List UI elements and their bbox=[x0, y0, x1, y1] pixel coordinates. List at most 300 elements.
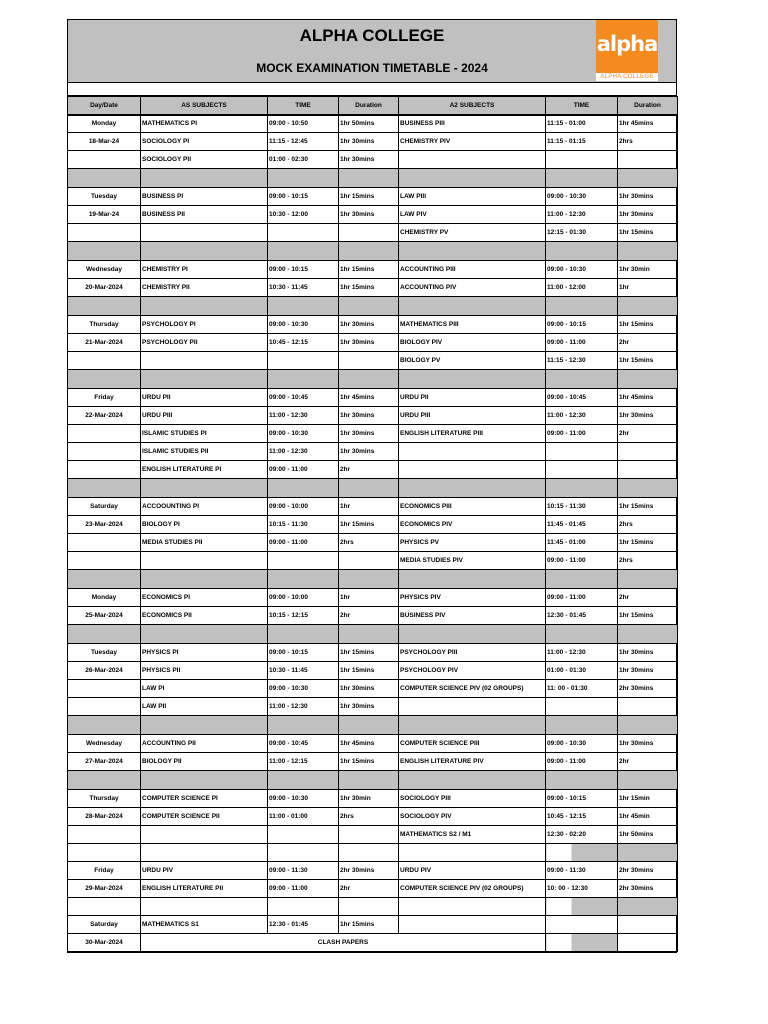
day-date-cell: Friday bbox=[68, 862, 141, 880]
as-subject-cell: ENGLISH LITERATURE PII bbox=[141, 880, 268, 898]
as-subject-cell: ISLAMIC STUDIES PII bbox=[141, 443, 268, 461]
as-subject-cell: ACCOUNTING PII bbox=[141, 735, 268, 753]
blank-cell bbox=[339, 898, 399, 916]
as-duration-cell: 1hr 30mins bbox=[339, 443, 399, 461]
blank-row bbox=[68, 898, 678, 916]
a2-duration-cell: 1hr 30mins bbox=[618, 644, 678, 662]
day-date-cell bbox=[68, 443, 141, 461]
a2-subject-cell: BUSINESS PIII bbox=[399, 115, 546, 133]
timetable-row bbox=[68, 206, 678, 224]
as-duration-cell: 1hr 30mins bbox=[339, 680, 399, 698]
a2-subject-cell: MATHEMATICS PIII bbox=[399, 316, 546, 334]
day-date-cell bbox=[68, 552, 141, 570]
timetable-row bbox=[68, 316, 678, 334]
separator-cell bbox=[546, 297, 618, 316]
timetable-row bbox=[68, 826, 678, 844]
separator-cell bbox=[68, 370, 141, 389]
separator-cell bbox=[399, 297, 546, 316]
as-duration-cell: 1hr 30mins bbox=[339, 206, 399, 224]
as-time-cell: 09:00 - 11:00 bbox=[268, 461, 339, 479]
col-header-a2-duration: Duration bbox=[618, 97, 678, 115]
as-time-cell: 09:00 - 10:30 bbox=[268, 425, 339, 443]
day-date-cell: 19-Mar-24 bbox=[68, 206, 141, 224]
clash-papers-label: CLASH PAPERS bbox=[141, 934, 546, 952]
a2-time-cell: 12:15 - 01:30 bbox=[546, 224, 618, 242]
timetable-row bbox=[68, 916, 678, 934]
blank-cell bbox=[618, 898, 678, 916]
separator-cell bbox=[141, 716, 268, 735]
a2-duration-cell bbox=[618, 698, 678, 716]
blank-row bbox=[68, 844, 678, 862]
as-time-cell: 01:00 - 02:30 bbox=[268, 151, 339, 169]
timetable-sheet bbox=[67, 19, 677, 953]
as-duration-cell: 1hr 45mins bbox=[339, 735, 399, 753]
as-time-cell bbox=[268, 826, 339, 844]
separator-cell bbox=[399, 242, 546, 261]
separator-cell bbox=[268, 297, 339, 316]
separator-cell bbox=[618, 370, 678, 389]
a2-time-cell: 11:00 - 12:30 bbox=[546, 644, 618, 662]
as-time-cell: 10:45 - 12:15 bbox=[268, 334, 339, 352]
separator-cell bbox=[618, 716, 678, 735]
timetable-body bbox=[68, 115, 678, 952]
as-duration-cell: 1hr 50mins bbox=[339, 115, 399, 133]
separator-cell bbox=[618, 169, 678, 188]
day-date-cell bbox=[68, 224, 141, 242]
column-header-row bbox=[68, 97, 678, 115]
a2-duration-cell: 1hr 15mins bbox=[618, 224, 678, 242]
as-duration-cell: 1hr 30mins bbox=[339, 151, 399, 169]
timetable-row bbox=[68, 443, 678, 461]
day-date-cell bbox=[68, 534, 141, 552]
a2-duration-cell: 2hr 30mins bbox=[618, 680, 678, 698]
a2-duration-cell: 1hr 30min bbox=[618, 261, 678, 279]
a2-subject-cell bbox=[399, 698, 546, 716]
separator-row bbox=[68, 370, 678, 389]
separator-cell bbox=[399, 716, 546, 735]
day-date-cell: 21-Mar-2024 bbox=[68, 334, 141, 352]
a2-subject-cell: URDU PIV bbox=[399, 862, 546, 880]
separator-cell bbox=[141, 771, 268, 790]
a2-duration-cell: 2hr bbox=[618, 425, 678, 443]
a2-duration-cell: 2hr bbox=[618, 334, 678, 352]
a2-duration-cell: 2hr bbox=[618, 589, 678, 607]
as-subject-cell: URDU PIV bbox=[141, 862, 268, 880]
as-subject-cell: CHEMISTRY PII bbox=[141, 279, 268, 297]
as-time-cell: 10:30 - 12:00 bbox=[268, 206, 339, 224]
as-time-cell: 09:00 - 10:45 bbox=[268, 389, 339, 407]
a2-time-cell: 11:45 - 01:45 bbox=[546, 516, 618, 534]
as-subject-cell bbox=[141, 224, 268, 242]
separator-cell bbox=[618, 242, 678, 261]
a2-time-cell: 11: 00 - 01:30 bbox=[546, 680, 618, 698]
timetable-row bbox=[68, 461, 678, 479]
as-duration-cell: 1hr bbox=[339, 589, 399, 607]
a2-subject-cell: BUSINESS PIV bbox=[399, 607, 546, 625]
a2-subject-cell bbox=[399, 461, 546, 479]
a2-subject-cell: COMPUTER SCIENCE PIV (02 GROUPS) bbox=[399, 680, 546, 698]
a2-duration-cell: 1hr 45mins bbox=[618, 115, 678, 133]
a2-subject-cell: ECONOMICS PIII bbox=[399, 498, 546, 516]
a2-time-cell bbox=[546, 443, 618, 461]
day-date-cell bbox=[68, 826, 141, 844]
timetable-row bbox=[68, 680, 678, 698]
a2-subject-cell bbox=[399, 916, 546, 934]
separator-cell bbox=[399, 570, 546, 589]
logo-caption: ALPHA COLLEGE bbox=[596, 73, 658, 81]
day-date-cell bbox=[68, 425, 141, 443]
a2-duration-cell: 1hr 30mins bbox=[618, 407, 678, 425]
a2-time-cell: 01:00 - 01:30 bbox=[546, 662, 618, 680]
blank-cell bbox=[141, 844, 268, 862]
as-time-cell: 09:00 - 10:50 bbox=[268, 115, 339, 133]
a2-time-cell: 11:15 - 01:00 bbox=[546, 115, 618, 133]
as-duration-cell: 1hr 15mins bbox=[339, 261, 399, 279]
as-time-cell: 11:00 - 12:30 bbox=[268, 443, 339, 461]
as-time-cell: 09:00 - 10:00 bbox=[268, 589, 339, 607]
a2-time-cell: 09:00 - 10:15 bbox=[546, 316, 618, 334]
as-time-cell: 10:30 - 11:45 bbox=[268, 662, 339, 680]
a2-duration-cell: 1hr 45mins bbox=[618, 389, 678, 407]
a2-subject-cell bbox=[399, 443, 546, 461]
separator-row bbox=[68, 242, 678, 261]
separator-cell bbox=[546, 370, 618, 389]
blank-cell bbox=[268, 898, 339, 916]
separator-cell bbox=[68, 570, 141, 589]
separator-cell bbox=[268, 771, 339, 790]
as-duration-cell: 1hr 15mins bbox=[339, 753, 399, 771]
separator-cell bbox=[68, 771, 141, 790]
timetable-header bbox=[68, 20, 676, 83]
day-date-cell: 20-Mar-2024 bbox=[68, 279, 141, 297]
a2-duration-cell: 1hr 30mins bbox=[618, 735, 678, 753]
a2-time-cell: 09:00 - 10:30 bbox=[546, 261, 618, 279]
as-duration-cell: 2hr bbox=[339, 461, 399, 479]
separator-cell bbox=[618, 297, 678, 316]
separator-row bbox=[68, 625, 678, 644]
a2-time-cell: 10:45 - 12:15 bbox=[546, 808, 618, 826]
day-date-cell: Wednesday bbox=[68, 735, 141, 753]
a2-time-cell: 09:00 - 11:00 bbox=[546, 753, 618, 771]
separator-cell bbox=[546, 242, 618, 261]
day-date-cell: 29-Mar-2024 bbox=[68, 880, 141, 898]
day-date-cell bbox=[68, 352, 141, 370]
a2-subject-cell: COMPUTER SCIENCE PIII bbox=[399, 735, 546, 753]
as-subject-cell bbox=[141, 352, 268, 370]
as-subject-cell: MATHEMATICS PI bbox=[141, 115, 268, 133]
day-date-cell: 27-Mar-2024 bbox=[68, 753, 141, 771]
separator-cell bbox=[618, 625, 678, 644]
as-duration-cell: 1hr 15mins bbox=[339, 188, 399, 206]
as-subject-cell: URDU PIII bbox=[141, 407, 268, 425]
separator-cell bbox=[141, 370, 268, 389]
separator-cell bbox=[339, 370, 399, 389]
timetable-row bbox=[68, 552, 678, 570]
a2-duration-cell: 1hr 15min bbox=[618, 790, 678, 808]
timetable-row bbox=[68, 389, 678, 407]
clash-row bbox=[68, 934, 678, 952]
col-header-as-subjects: AS SUBJECTS bbox=[141, 97, 268, 115]
a2-duration-cell bbox=[618, 916, 678, 934]
separator-cell bbox=[399, 370, 546, 389]
as-time-cell: 09:00 - 10:30 bbox=[268, 316, 339, 334]
timetable-row bbox=[68, 516, 678, 534]
a2-subject-cell: URDU PIII bbox=[399, 407, 546, 425]
as-duration-cell: 1hr 30mins bbox=[339, 316, 399, 334]
day-date-cell bbox=[68, 151, 141, 169]
separator-cell bbox=[268, 570, 339, 589]
as-duration-cell: 1hr 30mins bbox=[339, 698, 399, 716]
day-date-cell: Monday bbox=[68, 589, 141, 607]
a2-time-cell: 09:00 - 10:30 bbox=[546, 735, 618, 753]
separator-cell bbox=[399, 169, 546, 188]
as-subject-cell: PSYCHOLOGY PII bbox=[141, 334, 268, 352]
as-duration-cell bbox=[339, 224, 399, 242]
as-duration-cell: 1hr 15mins bbox=[339, 662, 399, 680]
timetable-row bbox=[68, 261, 678, 279]
day-date-cell: 26-Mar-2024 bbox=[68, 662, 141, 680]
timetable-row bbox=[68, 425, 678, 443]
as-subject-cell: ISLAMIC STUDIES PI bbox=[141, 425, 268, 443]
day-date-cell: 22-Mar-2024 bbox=[68, 407, 141, 425]
as-time-cell: 11:00 - 12:30 bbox=[268, 698, 339, 716]
col-header-day-date: Day/Date bbox=[68, 97, 141, 115]
a2-subject-cell: ENGLISH LITERATURE PIV bbox=[399, 753, 546, 771]
day-date-cell: Tuesday bbox=[68, 188, 141, 206]
a2-duration-cell bbox=[618, 461, 678, 479]
a2-time-cell: 09:00 - 10:15 bbox=[546, 790, 618, 808]
as-subject-cell bbox=[141, 552, 268, 570]
separator-cell bbox=[546, 771, 618, 790]
as-time-cell: 09:00 - 10:15 bbox=[268, 261, 339, 279]
blank-cell bbox=[399, 898, 546, 916]
timetable-row bbox=[68, 352, 678, 370]
a2-duration-cell: 2hr 30mins bbox=[618, 862, 678, 880]
as-subject-cell: COMPUTER SCIENCE PI bbox=[141, 790, 268, 808]
day-date-cell: Tuesday bbox=[68, 644, 141, 662]
separator-cell bbox=[268, 479, 339, 498]
day-date-cell: Thursday bbox=[68, 316, 141, 334]
timetable-row bbox=[68, 498, 678, 516]
as-time-cell: 09:00 - 10:15 bbox=[268, 644, 339, 662]
a2-duration-cell: 1hr 30mins bbox=[618, 206, 678, 224]
timetable-row bbox=[68, 644, 678, 662]
blank-cell bbox=[546, 898, 618, 916]
as-subject-cell: BIOLOGY PI bbox=[141, 516, 268, 534]
as-time-cell: 12:30 - 01:45 bbox=[268, 916, 339, 934]
as-time-cell: 09:00 - 11:30 bbox=[268, 862, 339, 880]
timetable-row bbox=[68, 880, 678, 898]
as-duration-cell: 1hr 30min bbox=[339, 790, 399, 808]
a2-duration-cell: 2hrs bbox=[618, 133, 678, 151]
as-duration-cell: 2hr bbox=[339, 880, 399, 898]
timetable-row bbox=[68, 698, 678, 716]
a2-subject-cell: ACCOUNTING PIV bbox=[399, 279, 546, 297]
a2-subject-cell: LAW PIV bbox=[399, 206, 546, 224]
as-duration-cell: 2hr bbox=[339, 607, 399, 625]
a2-time-cell: 11:15 - 12:30 bbox=[546, 352, 618, 370]
a2-subject-cell: URDU PII bbox=[399, 389, 546, 407]
a2-subject-cell: CHEMISTRY PV bbox=[399, 224, 546, 242]
as-subject-cell: PSYCHOLOGY PI bbox=[141, 316, 268, 334]
a2-subject-cell: SOCIOLOGY PIV bbox=[399, 808, 546, 826]
timetable-table bbox=[67, 96, 678, 952]
timetable-row bbox=[68, 862, 678, 880]
logo-word: alpha bbox=[596, 32, 658, 56]
as-duration-cell: 1hr 45mins bbox=[339, 389, 399, 407]
a2-duration-cell: 1hr 15mins bbox=[618, 607, 678, 625]
separator-cell bbox=[546, 625, 618, 644]
blank-cell bbox=[268, 844, 339, 862]
college-logo bbox=[596, 20, 658, 81]
timetable-row bbox=[68, 151, 678, 169]
separator-cell bbox=[546, 716, 618, 735]
a2-duration-cell: 1hr 30mins bbox=[618, 188, 678, 206]
as-time-cell: 10:15 - 12:15 bbox=[268, 607, 339, 625]
a2-time-cell: 10: 00 - 12:30 bbox=[546, 880, 618, 898]
timetable-row bbox=[68, 224, 678, 242]
as-subject-cell: ECONOMICS PII bbox=[141, 607, 268, 625]
a2-time-cell: 11:00 - 12:30 bbox=[546, 206, 618, 224]
timetable-row bbox=[68, 753, 678, 771]
a2-subject-cell: COMPUTER SCIENCE PIV (02 GROUPS) bbox=[399, 880, 546, 898]
a2-time-cell: 09:00 - 10:30 bbox=[546, 188, 618, 206]
separator-cell bbox=[339, 625, 399, 644]
a2-duration-cell: 1hr 50mins bbox=[618, 826, 678, 844]
blank-cell bbox=[68, 898, 141, 916]
separator-cell bbox=[339, 479, 399, 498]
timetable-row bbox=[68, 808, 678, 826]
day-date-cell bbox=[68, 461, 141, 479]
as-time-cell: 10:30 - 11:45 bbox=[268, 279, 339, 297]
separator-cell bbox=[68, 297, 141, 316]
blank-cell bbox=[399, 844, 546, 862]
blank-cell bbox=[141, 898, 268, 916]
as-duration-cell: 1hr 15mins bbox=[339, 916, 399, 934]
a2-subject-cell: LAW PIII bbox=[399, 188, 546, 206]
timetable-row bbox=[68, 133, 678, 151]
as-time-cell: 10:15 - 11:30 bbox=[268, 516, 339, 534]
separator-cell bbox=[68, 716, 141, 735]
as-time-cell: 11:00 - 01:00 bbox=[268, 808, 339, 826]
separator-row bbox=[68, 297, 678, 316]
a2-subject-cell: ACCOUNTING PIII bbox=[399, 261, 546, 279]
as-subject-cell: ECONOMICS PI bbox=[141, 589, 268, 607]
day-date-cell bbox=[68, 698, 141, 716]
as-duration-cell bbox=[339, 826, 399, 844]
as-subject-cell: SOCIOLOGY PII bbox=[141, 151, 268, 169]
blank-cell bbox=[618, 844, 678, 862]
a2-subject-cell: PHYSICS PIV bbox=[399, 589, 546, 607]
as-subject-cell: LAW PI bbox=[141, 680, 268, 698]
as-duration-cell: 1hr 30mins bbox=[339, 133, 399, 151]
a2-time-cell: 12:30 - 02:20 bbox=[546, 826, 618, 844]
timetable-row bbox=[68, 589, 678, 607]
a2-duration-cell: 1hr 15mins bbox=[618, 534, 678, 552]
timetable-row bbox=[68, 534, 678, 552]
blank-cell bbox=[618, 934, 678, 952]
a2-duration-cell: 1hr 30mins bbox=[618, 662, 678, 680]
separator-cell bbox=[339, 570, 399, 589]
a2-time-cell: 09:00 - 11:00 bbox=[546, 425, 618, 443]
timetable-row bbox=[68, 279, 678, 297]
a2-duration-cell: 2hr 30mins bbox=[618, 880, 678, 898]
separator-cell bbox=[399, 771, 546, 790]
a2-time-cell: 11:00 - 12:00 bbox=[546, 279, 618, 297]
as-time-cell: 09:00 - 10:30 bbox=[268, 680, 339, 698]
as-subject-cell: BUSINESS PII bbox=[141, 206, 268, 224]
a2-time-cell: 09:00 - 11:00 bbox=[546, 334, 618, 352]
a2-subject-cell: PHYSICS PV bbox=[399, 534, 546, 552]
as-time-cell bbox=[268, 224, 339, 242]
separator-cell bbox=[546, 570, 618, 589]
separator-cell bbox=[618, 479, 678, 498]
col-header-as-duration: Duration bbox=[339, 97, 399, 115]
blank-cell bbox=[339, 844, 399, 862]
separator-cell bbox=[268, 169, 339, 188]
timetable-row bbox=[68, 188, 678, 206]
separator-cell bbox=[618, 570, 678, 589]
as-duration-cell: 1hr 30mins bbox=[339, 334, 399, 352]
a2-subject-cell: MEDIA STUDIES PIV bbox=[399, 552, 546, 570]
as-subject-cell: COMPUTER SCIENCE PII bbox=[141, 808, 268, 826]
as-subject-cell: URDU PII bbox=[141, 389, 268, 407]
timetable-row bbox=[68, 115, 678, 133]
college-name: ALPHA COLLEGE bbox=[299, 26, 445, 45]
as-time-cell bbox=[268, 352, 339, 370]
separator-cell bbox=[339, 297, 399, 316]
separator-cell bbox=[339, 771, 399, 790]
as-subject-cell: ACCOOUNTING PI bbox=[141, 498, 268, 516]
as-time-cell: 09:00 - 10:15 bbox=[268, 188, 339, 206]
a2-time-cell: 09:00 - 10:45 bbox=[546, 389, 618, 407]
as-duration-cell: 1hr 30mins bbox=[339, 407, 399, 425]
separator-cell bbox=[141, 570, 268, 589]
separator-row bbox=[68, 716, 678, 735]
a2-time-cell: 11:15 - 01:15 bbox=[546, 133, 618, 151]
day-date-cell: 18-Mar-24 bbox=[68, 133, 141, 151]
exam-title: MOCK EXAMINATION TIMETABLE - 2024 bbox=[256, 61, 488, 75]
a2-duration-cell bbox=[618, 151, 678, 169]
as-subject-cell: PHYSICS PI bbox=[141, 644, 268, 662]
as-time-cell: 09:00 - 10:00 bbox=[268, 498, 339, 516]
separator-cell bbox=[141, 297, 268, 316]
a2-subject-cell: ECONOMICS PIV bbox=[399, 516, 546, 534]
blank-cell bbox=[68, 844, 141, 862]
as-duration-cell: 1hr 15mins bbox=[339, 279, 399, 297]
separator-cell bbox=[141, 625, 268, 644]
a2-time-cell bbox=[546, 916, 618, 934]
col-header-as-time: TIME bbox=[268, 97, 339, 115]
a2-duration-cell: 1hr bbox=[618, 279, 678, 297]
separator-cell bbox=[268, 716, 339, 735]
col-header-a2-time: TIME bbox=[546, 97, 618, 115]
day-date-cell: Saturday bbox=[68, 498, 141, 516]
separator-cell bbox=[399, 625, 546, 644]
as-duration-cell bbox=[339, 552, 399, 570]
a2-time-cell: 10:15 - 11:30 bbox=[546, 498, 618, 516]
timetable-row bbox=[68, 407, 678, 425]
as-duration-cell: 2hr 30mins bbox=[339, 862, 399, 880]
day-date-cell: 23-Mar-2024 bbox=[68, 516, 141, 534]
day-date-cell: 28-Mar-2024 bbox=[68, 808, 141, 826]
a2-subject-cell: MATHEMATICS S2 / M1 bbox=[399, 826, 546, 844]
a2-duration-cell: 2hr bbox=[618, 753, 678, 771]
as-duration-cell: 2hrs bbox=[339, 534, 399, 552]
as-subject-cell: CHEMISTRY PI bbox=[141, 261, 268, 279]
a2-subject-cell: PSYCHOLOGY PIII bbox=[399, 644, 546, 662]
separator-cell bbox=[339, 169, 399, 188]
